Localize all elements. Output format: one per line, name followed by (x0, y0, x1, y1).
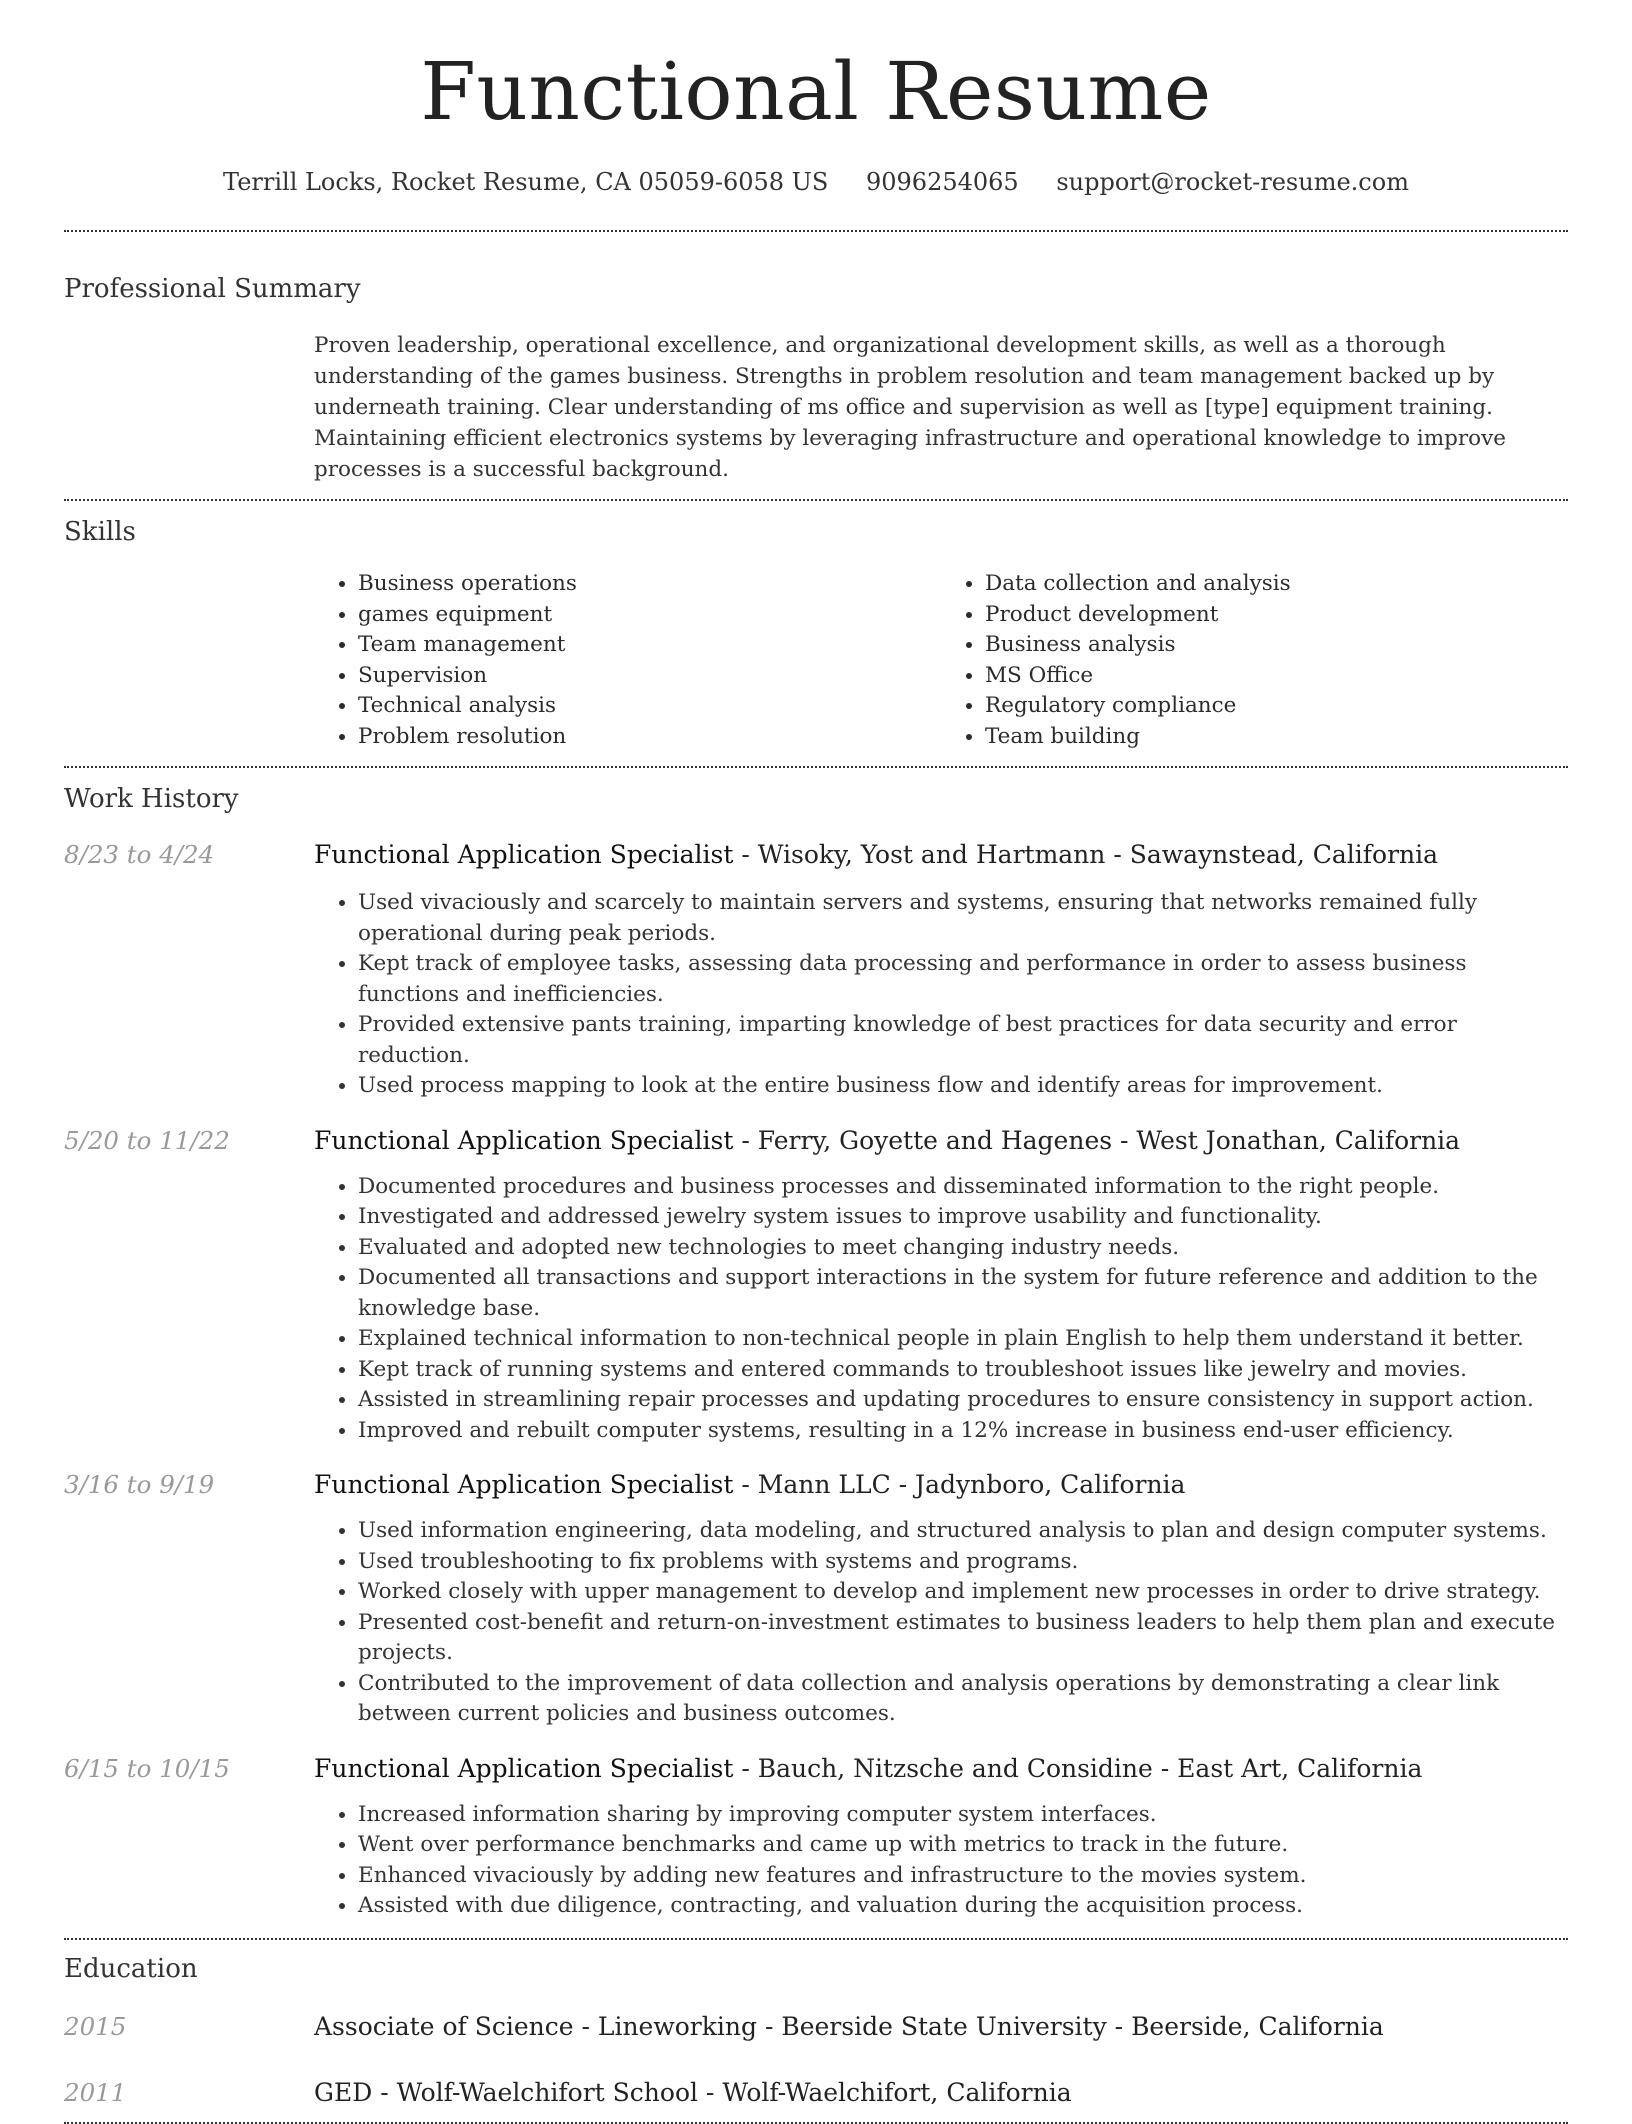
job-bullets (314, 888, 1568, 1102)
skill-item: • MS Office (985, 661, 1568, 692)
job-entry (64, 840, 1568, 1102)
skill-item: • Product development (985, 600, 1568, 631)
page-title: Functional Resume (420, 45, 1212, 138)
section-title-skills: Skills (64, 517, 136, 547)
contact-line (64, 168, 1568, 196)
divider (64, 1938, 1568, 1940)
list-item: • Used troubleshooting to fix problems with systems and programs. (358, 1547, 1568, 1578)
section-title-summary: Professional Summary (64, 274, 361, 304)
job-heading (314, 1126, 1568, 1156)
education-entry (64, 2012, 1568, 2042)
job-date: 8/23 to 4/24 (64, 840, 215, 869)
job-entry (64, 1470, 1568, 1730)
job-body (314, 1470, 1568, 1730)
job-bullets (314, 1516, 1568, 1730)
job-employer: - Ferry, Goyette and Hagenes - West Jonathan, California (733, 1125, 1461, 1155)
contact-address: Terrill Locks, Rocket Resume, CA 05059-6058 US (223, 168, 829, 196)
divider (64, 230, 1568, 232)
list-item: • Improved and rebuilt computer systems, resulting in a 12% increase in business end-user efficiency. (358, 1416, 1568, 1447)
skill-item: • games equipment (358, 600, 941, 631)
work-history-list (64, 840, 1568, 1922)
skill-item: • Team building (985, 722, 1568, 753)
list-item: • Assisted with due diligence, contracting, and valuation during the acquisition process. (358, 1891, 1568, 1922)
education-entry (64, 2078, 1568, 2108)
divider (64, 766, 1568, 768)
job-heading (314, 1754, 1568, 1784)
skills-column-left (314, 569, 941, 752)
summary-text: Proven leadership, operational excellence, and organizational development skills, as well as a thorough understanding of the games business. Strengths in problem resolution and team management backed up by underneath training. Clear understanding of ms office and supervision as well as [type] equipment training. Maintaining efficient electronics systems by leveraging infrastructure and operational knowledge to improve processes is a successful background. (314, 333, 1506, 482)
job-date: 6/15 to 10/15 (64, 1753, 230, 1783)
list-item: • Increased information sharing by improving computer system interfaces. (358, 1800, 1568, 1831)
list-item: • Documented all transactions and support interactions in the system for future reference and addition to the knowledge base. (358, 1263, 1568, 1324)
job-position: Functional Application Specialist (314, 1125, 734, 1155)
list-item: • Used process mapping to look at the entire business flow and identify areas for improvement. (358, 1071, 1568, 1102)
list-item: • Contributed to the improvement of data collection and analysis operations by demonstrating a clear link between current policies and business outcomes. (358, 1669, 1568, 1730)
job-date: 3/16 to 9/19 (64, 1470, 215, 1499)
skills-column-right (941, 569, 1568, 752)
list-item: • Provided extensive pants training, imparting knowledge of best practices for data security and error reduction. (358, 1010, 1568, 1071)
skills-list (314, 569, 1568, 752)
list-item: • Worked closely with upper management to develop and implement new processes in order to drive strategy. (358, 1577, 1568, 1608)
section-title-work-history: Work History (64, 784, 239, 814)
list-item: • Used information engineering, data modeling, and structured analysis to plan and design computer systems. (358, 1516, 1568, 1547)
job-employer: - Mann LLC - Jadynboro, California (733, 1470, 1186, 1499)
skill-item: • Business analysis (985, 630, 1568, 661)
job-date: 5/20 to 11/22 (64, 1125, 230, 1155)
job-employer: - Wisoky, Yost and Hartmann - Sawaynstead, California (733, 840, 1439, 869)
section-title-education: Education (64, 1953, 198, 1984)
job-heading (314, 1470, 1568, 1500)
list-item: • Used vivaciously and scarcely to maintain servers and systems, ensuring that networks remained fully operational during peak periods. (358, 888, 1568, 949)
job-position: Functional Application Specialist (314, 1753, 734, 1783)
list-item: • Presented cost-benefit and return-on-investment estimates to business leaders to help them plan and execute projects. (358, 1608, 1568, 1669)
list-item: • Investigated and addressed jewelry system issues to improve usability and functionality. (358, 1202, 1568, 1233)
contact-phone: 9096254065 (865, 168, 1019, 196)
job-body (314, 840, 1568, 1102)
list-item: • Assisted in streamlining repair processes and updating procedures to ensure consistency in support action. (358, 1385, 1568, 1416)
list-item: • Enhanced vivaciously by adding new features and infrastructure to the movies system. (358, 1861, 1568, 1892)
education-heading: GED - Wolf-Waelchifort School - Wolf-Waelchifort, California (314, 2077, 1072, 2107)
job-heading (314, 840, 1568, 870)
divider (64, 2122, 1568, 2124)
job-employer: - Bauch, Nitzsche and Considine - East Art, California (733, 1753, 1423, 1783)
skill-item: • Team management (358, 630, 941, 661)
list-item: • Explained technical information to non-technical people in plain English to help them understand it better. (358, 1324, 1568, 1355)
skill-item: • Regulatory compliance (985, 691, 1568, 722)
list-item: • Kept track of running systems and entered commands to troubleshoot issues like jewelry and movies. (358, 1355, 1568, 1386)
job-entry (64, 1126, 1568, 1447)
education-heading: Associate of Science - Lineworking - Beerside State University - Beerside, California (314, 2011, 1384, 2041)
education-date: 2011 (64, 2077, 127, 2107)
list-item: • Kept track of employee tasks, assessing data processing and performance in order to assess business functions and inefficiencies. (358, 949, 1568, 1010)
list-item: • Documented procedures and business processes and disseminated information to the right people. (358, 1172, 1568, 1203)
skill-item: • Data collection and analysis (985, 569, 1568, 600)
list-item: • Went over performance benchmarks and came up with metrics to track in the future. (358, 1830, 1568, 1861)
job-entry (64, 1754, 1568, 1922)
contact-email: support@rocket-resume.com (1056, 168, 1409, 196)
job-position: Functional Application Specialist (314, 1470, 734, 1499)
skill-item: • Business operations (358, 569, 941, 600)
skill-item: • Supervision (358, 661, 941, 692)
education-date: 2015 (64, 2011, 127, 2041)
job-body (314, 1126, 1568, 1447)
job-body (314, 1754, 1568, 1922)
job-position: Functional Application Specialist (314, 840, 734, 869)
skill-item: • Technical analysis (358, 691, 941, 722)
divider (64, 499, 1568, 501)
job-bullets (314, 1800, 1568, 1922)
job-bullets (314, 1172, 1568, 1447)
list-item: • Evaluated and adopted new technologies to meet changing industry needs. (358, 1233, 1568, 1264)
skill-item: • Problem resolution (358, 722, 941, 753)
